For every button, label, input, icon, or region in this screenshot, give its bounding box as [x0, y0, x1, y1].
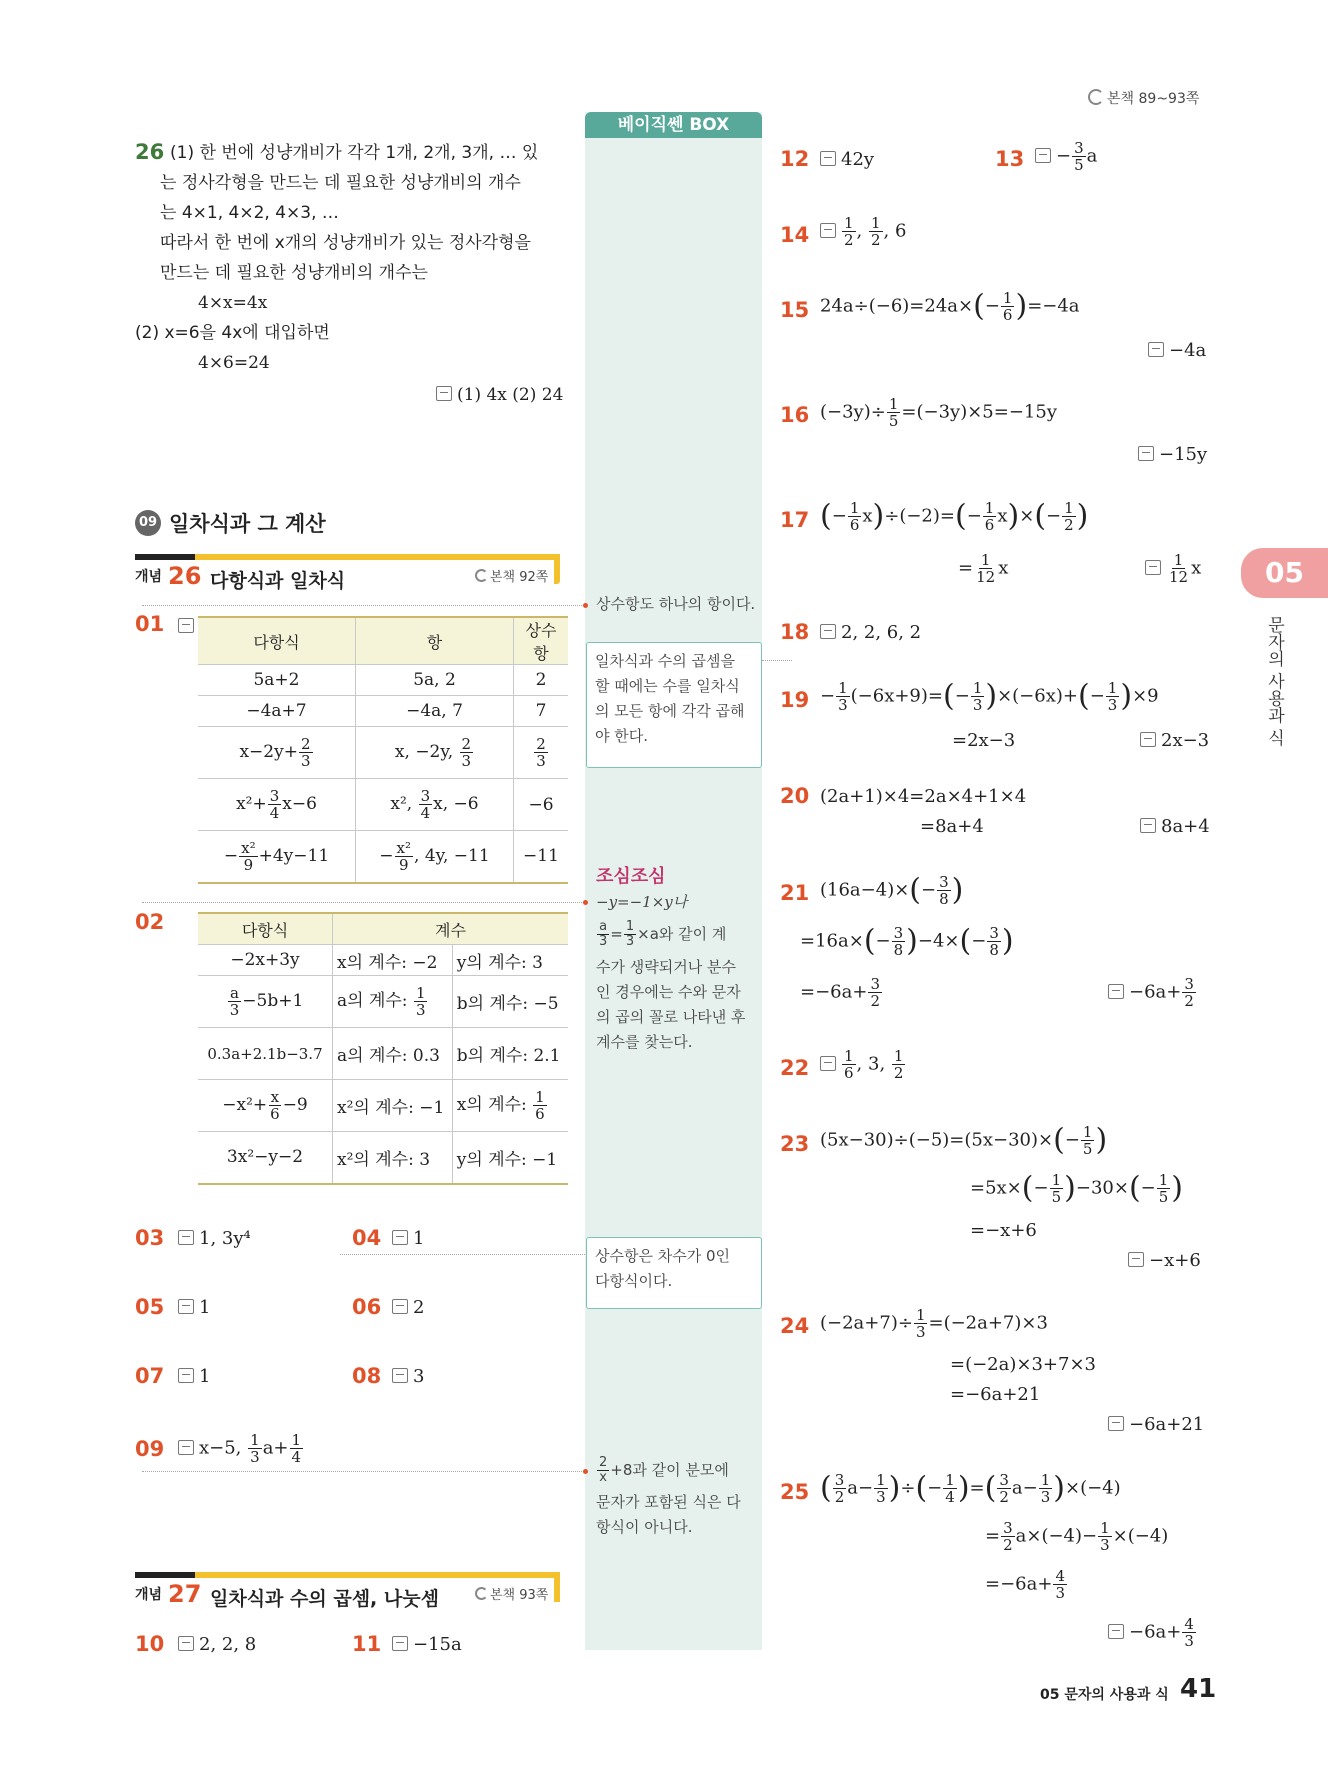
table-header: 다항식	[198, 913, 333, 945]
question-number: 06	[352, 1295, 382, 1319]
concept-bar-accent	[195, 554, 560, 560]
question-number: 15	[780, 298, 810, 322]
table-cell: 5a, 2	[356, 665, 514, 696]
question-number: 14	[780, 223, 810, 247]
q26-line: 는 정사각형을 만드는 데 필요한 성냥개비의 개수	[160, 173, 521, 193]
question-number: 25	[780, 1480, 810, 1504]
work: =−6a+21	[950, 1384, 1041, 1405]
answer-icon	[820, 1056, 836, 1071]
answer-icon	[1108, 1624, 1124, 1639]
answer: 2	[392, 1297, 424, 1318]
answer-icon	[178, 1440, 194, 1455]
question-number: 22	[780, 1056, 810, 1080]
fraction: $\frac{a}{3}$	[599, 919, 608, 949]
table-cell: − $\frac{\text{x²}}{9}$ +4y−11	[198, 831, 356, 883]
note-connector-1	[142, 605, 582, 606]
answer: −6a+ $\frac{4}{3}$	[1108, 1616, 1197, 1649]
question-number: 07	[135, 1364, 165, 1388]
caution-line-6: 계수를 찾는다.	[596, 1033, 693, 1051]
answer-icon	[1138, 446, 1154, 461]
question-number: 08	[352, 1364, 382, 1388]
note-not-polynomial-3: 항식이 아니다.	[596, 1518, 693, 1536]
question-number: 24	[780, 1314, 810, 1338]
work: =−6a+ $\frac{3}{2}$	[800, 975, 880, 1010]
work: =−x+6	[970, 1220, 1037, 1241]
table-cell: x²의 계수: 3	[333, 1132, 453, 1184]
table-cell: −4a, 7	[356, 696, 514, 727]
answer-icon	[1140, 818, 1156, 833]
question-number: 21	[780, 881, 810, 905]
caution-line-4: 인 경우에는 수와 문자	[596, 983, 741, 1001]
table-cell: a의 계수: 0.3	[333, 1028, 453, 1080]
question-number: 23	[780, 1132, 810, 1156]
question-number: 16	[780, 403, 810, 427]
center-box-title: 베이직쎈 BOX	[617, 115, 730, 135]
note-connector-3	[142, 902, 582, 903]
table-cell: x의 계수: $\frac{1}{6}$	[452, 1080, 568, 1132]
reference-icon	[475, 1587, 488, 1600]
q26-line: 4×x=4x	[198, 293, 268, 313]
work: (5x−30)÷(−5)=(5x−30)×(− $\frac{1}{5}$ )	[820, 1122, 1108, 1158]
concept-bar-corner	[554, 554, 560, 584]
concept-reference: 본책 93쪽	[475, 1584, 548, 1603]
q26-line: 따라서 한 번에 x개의 성냥개비가 있는 정사각형을	[160, 233, 531, 253]
table-header: 계수	[333, 913, 569, 945]
table-cell: b의 계수: −5	[452, 976, 568, 1028]
bullet-icon	[583, 603, 588, 608]
work: (− $\frac{1}{6}$ x)÷(−2)=(− $\frac{1}{6}$ x)×(− $\frac{1}{2}$ )	[820, 498, 1089, 534]
reference-icon	[1088, 89, 1104, 105]
q26-line: (1) 한 번에 성냥개비가 각각 1개, 2개, 3개, … 있	[170, 143, 539, 163]
answer: −15a	[392, 1634, 462, 1655]
answer: −6a+ $\frac{3}{2}$	[1108, 976, 1197, 1009]
answer: 42y	[820, 149, 874, 170]
answer-icon	[1108, 984, 1124, 999]
chapter-tab-number: 05	[1265, 556, 1304, 589]
answer: −x+6	[1128, 1250, 1201, 1271]
q26-line: 만드는 데 필요한 성냥개비의 개수는	[160, 263, 428, 283]
answer: −4a	[1148, 340, 1206, 361]
q26-line: 4×6=24	[198, 353, 270, 373]
question-number: 13	[995, 147, 1025, 171]
concept-label: 개념	[135, 569, 163, 585]
table-cell: y의 계수: 3	[452, 945, 568, 976]
bullet-icon	[583, 1469, 588, 1474]
answer: −6a+21	[1108, 1414, 1204, 1435]
answer-icon	[436, 386, 452, 401]
answer-icon	[820, 151, 836, 166]
answer: x−5, $\frac{1}{3}$ a+ $\frac{1}{4}$	[178, 1432, 304, 1465]
answer-icon	[392, 1230, 408, 1245]
answer: $\frac{1}{2}$ , $\frac{1}{2}$ , 6	[820, 215, 906, 248]
table-cell: −11	[514, 831, 569, 883]
concept-reference: 본책 92쪽	[475, 566, 548, 585]
answer-icon	[178, 1368, 194, 1383]
answer: 2x−3	[1140, 730, 1209, 751]
concept-number: 27	[168, 1580, 202, 1608]
q26-line: 는 4×1, 4×2, 4×3, …	[160, 203, 339, 223]
note-not-polynomial-2: 문자가 포함된 식은 다	[596, 1493, 741, 1511]
answer: − $\frac{3}{5}$ a	[1035, 140, 1097, 173]
table-header: 항	[356, 617, 514, 665]
answer-icon	[392, 1299, 408, 1314]
work: = $\frac{3}{2}$ a×(−4)− $\frac{1}{3}$ ×(−4)	[985, 1519, 1169, 1554]
work: =16a×(− $\frac{3}{8}$ )−4×(− $\frac{3}{8}$ )	[800, 923, 1014, 959]
concept-title: 일차식과 수의 곱셈, 나눗셈	[210, 1588, 439, 1610]
work: =8a+4	[920, 816, 984, 837]
answer: 3	[392, 1366, 424, 1387]
work: (16a−4)×(− $\frac{3}{8}$ )	[820, 872, 964, 908]
note-constant-term: 상수항도 하나의 항이다.	[596, 595, 756, 613]
work: (−2a+7)÷ $\frac{1}{3}$ =(−2a+7)×3	[820, 1306, 1048, 1341]
answer-icon	[1128, 1252, 1144, 1267]
fraction: $\frac{2}{x}$	[599, 1455, 608, 1485]
table-cell: 0.3a+2.1b−3.7	[198, 1028, 333, 1080]
table-cell: 3x²−y−2	[198, 1132, 333, 1184]
note-multiplication: 일차식과 수의 곱셈을 할 때에는 수를 일차식 의 모든 항에 각각 곱해 야 한다.	[586, 642, 762, 768]
note-not-polynomial-1: $\frac{2}{x}$ +8과 같이 분모에	[599, 1455, 729, 1485]
note-connector-4	[340, 1254, 585, 1255]
answer-icon	[820, 223, 836, 238]
table-cell: x²+ $\frac{3}{4}$ x−6	[198, 779, 356, 831]
answer: 1	[178, 1297, 210, 1318]
reference-icon	[475, 569, 488, 582]
question-number: 05	[135, 1295, 165, 1319]
answer-icon	[178, 618, 194, 633]
chapter-tab-title: 문자의 사용과 식	[1264, 616, 1284, 746]
table-cell: −4a+7	[198, 696, 356, 727]
answer-icon	[392, 1368, 408, 1383]
question-number: 02	[135, 910, 165, 934]
section-title: 일차식과 그 계산	[169, 512, 326, 536]
question-number: 03	[135, 1226, 165, 1250]
page-number: 41	[1180, 1674, 1217, 1704]
table-cell: x−2y+ $\frac{2}{3}$	[198, 727, 356, 779]
work: 24a÷(−6)=24a×(− $\frac{1}{6}$ )=−4a	[820, 288, 1080, 324]
work: = $\frac{1}{12}$ x	[958, 551, 1009, 586]
answer: 2, 2, 8	[178, 1634, 256, 1655]
answer: $\frac{1}{12}$ x	[1145, 552, 1201, 585]
answer-icon	[178, 1636, 194, 1651]
concept-title: 다항식과 일차식	[210, 570, 346, 592]
answer-icon	[178, 1230, 194, 1245]
answer-icon	[820, 624, 836, 639]
question-number: 10	[135, 1632, 165, 1656]
table-cell: −2x+3y	[198, 945, 333, 976]
page-reference: 본책 89~93쪽	[1088, 88, 1199, 108]
question-number: 19	[780, 688, 810, 712]
concept-number: 26	[168, 562, 202, 590]
answer-icon	[1145, 560, 1161, 575]
table-cell: − $\frac{\text{x²}}{9}$ , 4y, −11	[356, 831, 514, 883]
table-cell: −6	[514, 779, 569, 831]
question-number: 12	[780, 147, 810, 171]
answer-icon	[178, 1299, 194, 1314]
concept-bar	[135, 554, 195, 560]
answer: $\frac{1}{6}$ , 3, $\frac{1}{2}$	[820, 1048, 906, 1081]
work: =−6a+ $\frac{4}{3}$	[985, 1567, 1065, 1602]
table-cell: a의 계수: $\frac{1}{3}$	[333, 976, 453, 1028]
answer: 1	[392, 1228, 424, 1249]
work: =5x×(− $\frac{1}{5}$ )−30×(− $\frac{1}{5}$ )	[970, 1170, 1184, 1206]
answer: 1, 3y⁴	[178, 1228, 251, 1249]
concept-bar-corner	[554, 1572, 560, 1602]
q26-line: (2) x=6을 4x에 대입하면	[135, 323, 330, 343]
answer-icon	[392, 1636, 408, 1651]
table-cell: x²의 계수: −1	[333, 1080, 453, 1132]
work: ( $\frac{3}{2}$ a− $\frac{1}{3}$ )÷(− $\frac{1}{4}$ )=( $\frac{3}{2}$ a− $\frac{1}{3}$ )×(−4)	[820, 1470, 1121, 1506]
table-cell: x², $\frac{3}{4}$ x, −6	[356, 779, 514, 831]
concept-bar	[135, 1572, 195, 1578]
bullet-icon	[583, 900, 588, 905]
answer: 8a+4	[1140, 816, 1210, 837]
work: =(−2a)×3+7×3	[950, 1354, 1096, 1375]
table-cell: y의 계수: −1	[452, 1132, 568, 1184]
note-degree-zero: 상수항은 차수가 0인 다항식이다.	[586, 1237, 762, 1309]
question-number: 26	[135, 140, 165, 164]
caution-line-2: $\frac{a}{3}$ = $\frac{1}{3}$ ×a와 같이 계	[599, 919, 727, 949]
table-cell: $\frac{a}{3}$ −5b+1	[198, 976, 333, 1028]
caution-line-3: 수가 생략되거나 분수	[596, 958, 736, 976]
question-number: 20	[780, 784, 810, 808]
question-number: 17	[780, 508, 810, 532]
question-number: 11	[352, 1632, 382, 1656]
answer-icon	[1108, 1416, 1124, 1431]
answer: 1	[178, 1366, 210, 1387]
table-cell: 5a+2	[198, 665, 356, 696]
answer-icon	[1140, 732, 1156, 747]
concept-bar-accent	[195, 1572, 560, 1578]
table-cell: $\frac{2}{3}$	[514, 727, 569, 779]
note-connector-5	[142, 1471, 582, 1472]
table-cell: b의 계수: 2.1	[452, 1028, 568, 1080]
question-number: 09	[135, 1437, 165, 1461]
coefficient-table	[198, 912, 568, 1185]
question-number: 04	[352, 1226, 382, 1250]
work: =2x−3	[952, 730, 1016, 751]
answer: −15y	[1138, 444, 1207, 465]
question-number: 01	[135, 612, 165, 636]
concept-label: 개념	[135, 1587, 163, 1603]
q26-answer: (1) 4x (2) 24	[436, 380, 563, 410]
table-cell: x, −2y, $\frac{2}{3}$	[356, 727, 514, 779]
footer-chapter: 05 문자의 사용과 식	[1040, 1687, 1169, 1703]
caution-line-5: 의 곱의 꼴로 나타낸 후	[596, 1008, 746, 1026]
answer: 2, 2, 6, 2	[820, 622, 921, 643]
work: − $\frac{1}{3}$ (−6x+9)=(− $\frac{1}{3}$ )×(−6x)+(− $\frac{1}{3}$ )×9	[820, 678, 1159, 714]
caution-title: 조심조심	[596, 866, 666, 887]
question-number: 18	[780, 620, 810, 644]
answer-icon	[1148, 342, 1164, 357]
table-header: 다항식	[198, 617, 356, 665]
section-badge: 09	[135, 510, 161, 536]
note-connector-2	[762, 660, 792, 661]
table-header: 상수항	[514, 617, 569, 665]
caution-line-1: −y=−1×y나	[596, 893, 688, 911]
table-cell: x의 계수: −2	[333, 945, 453, 976]
table-cell: −x²+ $\frac{x}{6}$ −9	[198, 1080, 333, 1132]
table-cell: 2	[514, 665, 569, 696]
fraction: $\frac{1}{3}$	[625, 919, 635, 949]
work: (−3y)÷ $\frac{1}{5}$ =(−3y)×5=−15y	[820, 395, 1057, 430]
answer-icon	[1035, 148, 1051, 163]
table-cell: 7	[514, 696, 569, 727]
polynomial-terms-table	[198, 616, 568, 884]
work: (2a+1)×4=2a×4+1×4	[820, 786, 1027, 807]
